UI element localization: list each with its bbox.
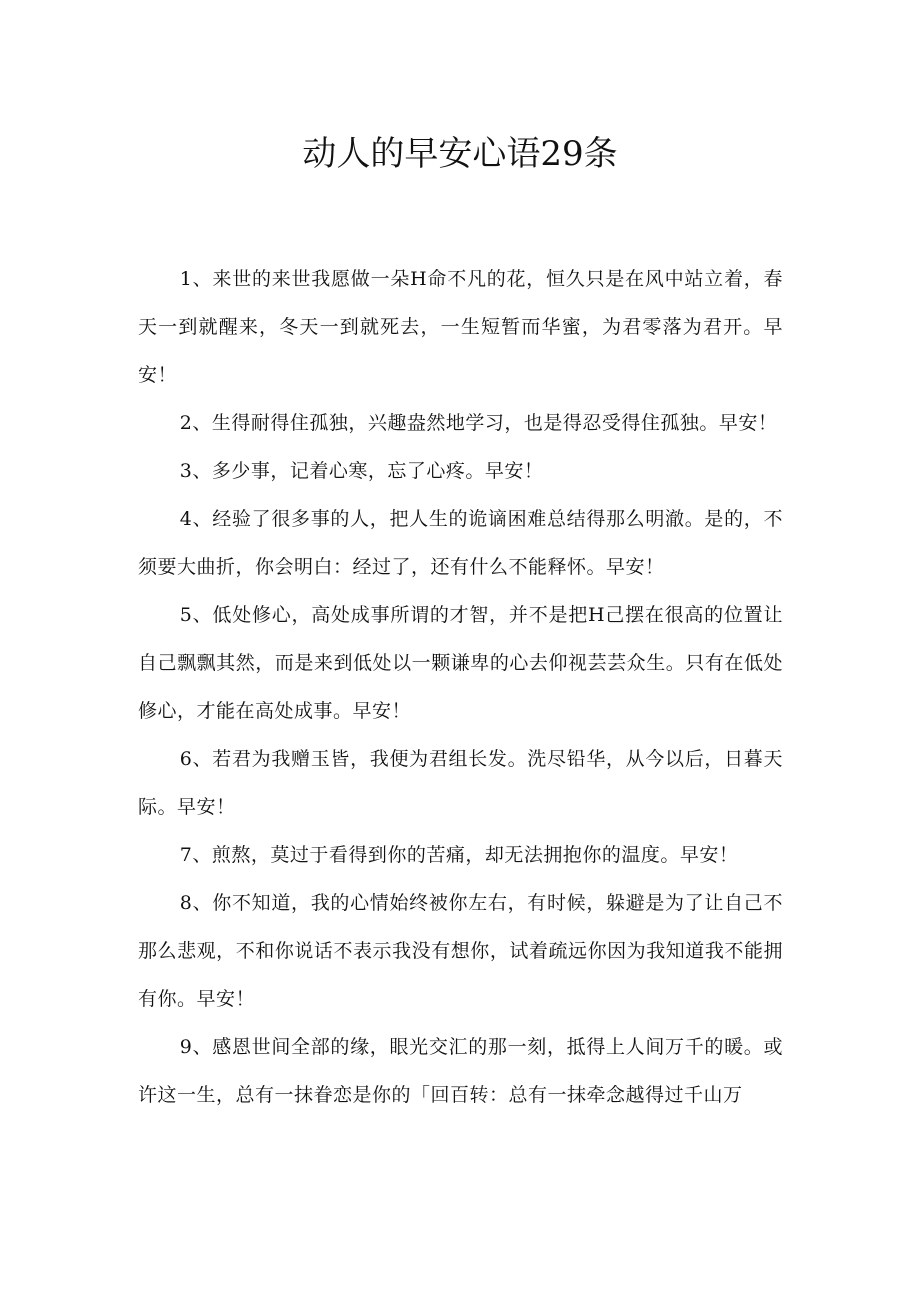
paragraph-9: 9、感恩世间全部的缘，眼光交汇的那一刻，抵得上人间万千的暖。或许这一生，总有一抹眷恋是你的「回百转：总有一抹牵念越得过千山万 <box>138 1036 783 1106</box>
paragraph-3: 3、多少事，记着心寒，忘了心疼。早安！ <box>179 460 544 482</box>
paragraph-1: 1、来世的来世我愿做一朵H命不凡的花，恒久只是在风中站立着，春天一到就醒来，冬天一到就死去，一生短暂而华蜜，为君零落为君开。早安！ <box>138 268 783 386</box>
page-title: 动人的早安心语29条 <box>302 134 618 174</box>
paragraph-4: 4、经验了很多事的人，把人生的诡谪困难总结得那么明澈。是的，不须要大曲折，你会明白：经过了，还有什么不能释怀。早安！ <box>138 508 783 578</box>
paragraph-2: 2、生得耐得住孤独，兴趣盎然地学习，也是得忍受得住孤独。早安！ <box>179 412 778 434</box>
paragraph-6: 6、若君为我赠玉皆，我便为君组长发。洗尽铅华，从今以后，日暮天际。早安！ <box>138 748 783 818</box>
paragraph-5: 5、低处修心，高处成事所谓的才智，并不是把H己摆在很高的位置让自己飘飘其然，而是来到低处以一颗谦卑的心去仰视芸芸众生。只有在低处修心，才能在高处成事。早安！ <box>138 604 783 722</box>
document-body <box>138 255 783 1119</box>
paragraph-8: 8、你不知道，我的心情始终被你左右，有时候，躲避是为了让自己不那么悲观，不和你说话不表示我没有想你，试着疏远你因为我知道我不能拥有你。早安！ <box>138 892 783 1010</box>
paragraph-7: 7、煎熬，莫过于看得到你的苦痛，却无法拥抱你的温度。早安！ <box>179 844 739 866</box>
